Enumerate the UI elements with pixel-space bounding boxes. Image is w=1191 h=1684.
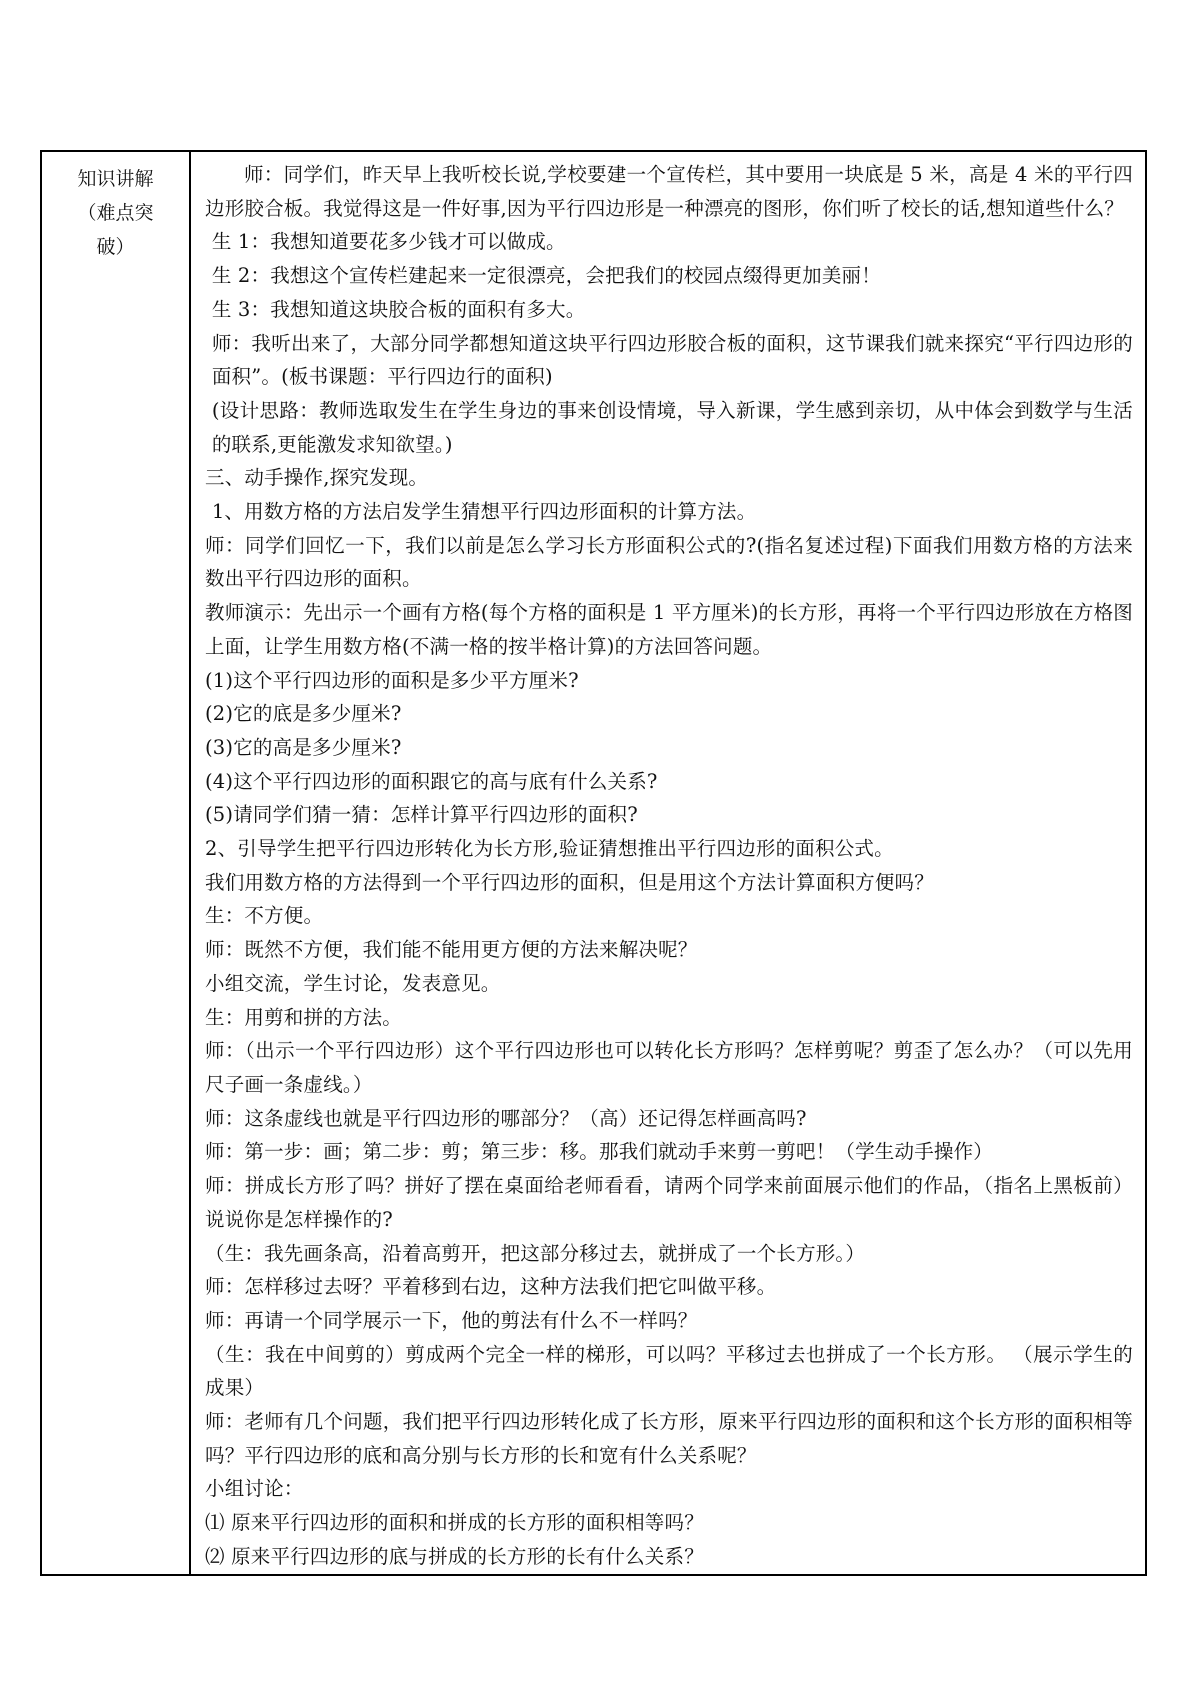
paragraph: 2、引导学生把平行四边形转化为长方形,验证猜想推出平行四边形的面积公式。	[205, 837, 894, 861]
section-label-line: （难点突	[77, 202, 154, 224]
section-label-cell	[41, 151, 190, 1575]
table-row	[41, 151, 1146, 1575]
paragraph: 师：再请一个同学展示一下，他的剪法有什么不一样吗？	[205, 1308, 698, 1332]
paragraph: ⑵ 原来平行四边形的底与拼成的长方形的长有什么关系？	[205, 1544, 704, 1568]
section-label	[42, 152, 189, 264]
paragraph: 师：（出示一个平行四边形）这个平行四边形也可以转化长方形吗？怎样剪呢？剪歪了怎么办？（可以先用尺子画一条虚线。）	[205, 1039, 1133, 1096]
paragraph: 生：不方便。	[205, 904, 324, 928]
paragraph: 生 2：我想这个宣传栏建起来一定很漂亮，会把我们的校园点缀得更加美丽！	[211, 264, 881, 288]
paragraph: 师：老师有几个问题，我们把平行四边形转化成了长方形，原来平行四边形的面积和这个长方形的面积相等吗？平行四边形的底和高分别与长方形的长和宽有什么关系呢？	[205, 1410, 1133, 1467]
paragraph: 生 1：我想知道要花多少钱才可以做成。	[211, 230, 566, 254]
paragraph: 三、动手操作,探究发现。	[205, 466, 429, 490]
paragraph: 师：同学们回忆一下，我们以前是怎么学习长方形面积公式的?(指名复述过程)下面我们用数方格的方法来数出平行四边形的面积。	[205, 533, 1133, 591]
paragraph: 师：第一步：画；第二步：剪；第三步：移。那我们就动手来剪一剪吧！（学生动手操作）	[205, 1140, 994, 1164]
section-label-line: 知识讲解	[77, 168, 154, 190]
paragraph: 师：既然不方便，我们能不能用更方便的方法来解决呢？	[205, 938, 698, 962]
paragraph: ⑴ 原来平行四边形的面积和拼成的长方形的面积相等吗？	[205, 1511, 704, 1535]
section-label-line: 破）	[96, 236, 135, 258]
section-content-cell	[190, 151, 1146, 1575]
paragraph: 师：我听出来了，大部分同学都想知道这块平行四边形胶合板的面积，这节课我们就来探究“平行四边形的面积”。(板书课题：平行四边行的面积)	[211, 331, 1133, 389]
paragraph: (设计思路：教师选取发生在学生身边的事来创设情境，导入新课，学生感到亲切，从中体会到数学与生活的联系,更能激发求知欲望。)	[211, 398, 1133, 456]
paragraph: (5)请同学们猜一猜：怎样计算平行四边形的面积?	[205, 803, 638, 827]
paragraph: 1、用数方格的方法启发学生猜想平行四边形面积的计算方法。	[211, 500, 757, 524]
paragraph: 师：拼成长方形了吗？拼好了摆在桌面给老师看看，请两个同学来前面展示他们的作品，（指名上黑板前）说说你是怎样操作的?	[205, 1174, 1133, 1231]
paragraph: （生：我在中间剪的）剪成两个完全一样的梯形，可以吗？平移过去也拼成了一个长方形。 （展示学生的成果）	[205, 1342, 1133, 1400]
paragraph: (1)这个平行四边形的面积是多少平方厘米?	[205, 668, 579, 692]
paragraph: 小组讨论：	[205, 1477, 304, 1501]
paragraph: (4)这个平行四边形的面积跟它的高与底有什么关系?	[205, 769, 658, 793]
paragraph: 师：怎样移过去呀？平着移到右边，这种方法我们把它叫做平移。	[205, 1275, 777, 1299]
paragraph: 生：用剪和拼的方法。	[205, 1005, 403, 1029]
lesson-content	[191, 152, 1145, 1574]
paragraph: 师：同学们，昨天早上我听校长说,学校要建一个宣传栏，其中要用一块底是 5 米，高是 4 米的平行四边形胶合板。我觉得这是一件好事,因为平行四边形是一种漂亮的图形，你们听了校长的话,想知道些什么？	[205, 163, 1133, 220]
paragraph: 生 3：我想知道这块胶合板的面积有多大。	[211, 297, 586, 321]
paragraph: 我们用数方格的方法得到一个平行四边形的面积，但是用这个方法计算面积方便吗？	[205, 870, 934, 894]
paragraph: 小组交流，学生讨论，发表意见。	[205, 971, 501, 995]
paragraph: 师：这条虚线也就是平行四边形的哪部分？（高）还记得怎样画高吗?	[205, 1106, 807, 1130]
lesson-plan-table	[40, 150, 1147, 1576]
paragraph: (3)它的高是多少厘米?	[205, 735, 402, 759]
paragraph: （生：我先画条高，沿着高剪开，把这部分移过去，就拼成了一个长方形。）	[205, 1241, 866, 1265]
paragraph: 教师演示：先出示一个画有方格(每个方格的面积是 1 平方厘米)的长方形，再将一个平行四边形放在方格图上面，让学生用数方格(不满一格的按半格计算)的方法回答问题。	[205, 601, 1133, 658]
paragraph: (2)它的底是多少厘米?	[205, 702, 402, 726]
